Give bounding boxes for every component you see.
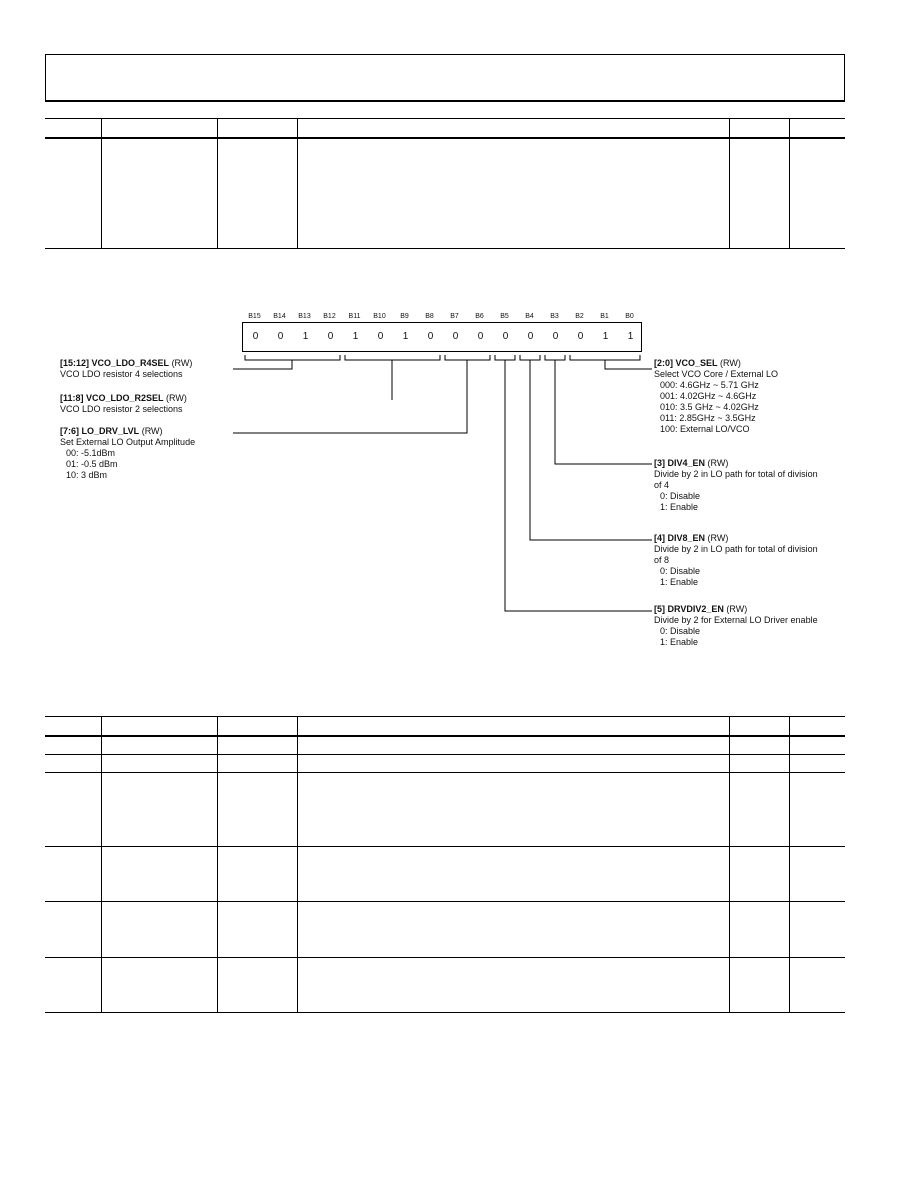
field-title: [11:8] VCO_LDO_R2SEL	[60, 393, 164, 403]
bit-value: 0	[502, 331, 509, 342]
bit-label: B6	[475, 313, 484, 320]
field-option: 00: -5.1dBm	[66, 448, 116, 458]
table-row	[45, 736, 845, 754]
bit-value: 1	[602, 331, 609, 342]
field-vco-ldo-r4sel	[60, 358, 192, 380]
bit-label: B2	[575, 313, 584, 320]
bit-label: B10	[373, 313, 386, 320]
field-option: 01: -0.5 dBm	[66, 459, 118, 469]
field-description: VCO LDO resistor 4 selections	[60, 369, 183, 379]
table-header-row	[45, 119, 845, 139]
field-access: (RW)	[720, 358, 741, 368]
bit-label: B5	[500, 313, 509, 320]
field-option: 001: 4.02GHz ~ 4.6GHz	[660, 391, 757, 401]
bit-value: 0	[477, 331, 484, 342]
field-option: 10: 3 dBm	[66, 470, 108, 480]
table-row	[45, 138, 845, 248]
bit-label: B12	[323, 313, 336, 320]
field-description: Divide by 2 in LO path for total of division	[654, 469, 818, 479]
field-option: 000: 4.6GHz ~ 5.71 GHz	[660, 380, 759, 390]
field-access: (RW)	[726, 604, 748, 614]
bit-value: 1	[302, 331, 309, 342]
field-option: 0: Disable	[660, 626, 701, 636]
field-access: (RW)	[171, 358, 193, 368]
field-description: Divide by 2 in LO path for total of division	[654, 544, 818, 554]
field-access: (RW)	[707, 458, 729, 468]
field-vco-ldo-r2sel	[60, 393, 187, 415]
field-option: 1: Enable	[660, 577, 699, 587]
field-access: (RW)	[141, 426, 163, 436]
field-description: Select VCO Core / External LO	[654, 369, 779, 379]
field-title: [4] DIV8_EN	[654, 533, 706, 543]
bit-value: 0	[277, 331, 284, 342]
table-row	[45, 772, 845, 846]
bit-label: B14	[273, 313, 286, 320]
field-vco-sel	[654, 358, 778, 435]
field-option: 1: Enable	[660, 637, 699, 647]
bit-value-box	[242, 322, 642, 352]
field-title: [5] DRVDIV2_EN	[654, 604, 724, 614]
bit-label: B3	[550, 313, 559, 320]
field-description: VCO LDO resistor 2 selections	[60, 404, 183, 414]
field-option: 011: 2.85GHz ~ 3.5GHz	[660, 413, 756, 423]
field-description: Set External LO Output Amplitude	[60, 437, 196, 447]
bit-value: 1	[352, 331, 359, 342]
field-title: [3] DIV4_EN	[654, 458, 706, 468]
bit-value: 0	[252, 331, 259, 342]
field-lo-drv-lvl	[60, 426, 195, 481]
bit-value: 1	[402, 331, 409, 342]
table-row	[45, 901, 845, 957]
field-description: of 8	[654, 555, 670, 565]
field-access: (RW)	[166, 393, 187, 403]
bit-value: 1	[627, 331, 634, 342]
bit-label: B0	[625, 313, 634, 320]
bit-label: B7	[450, 313, 459, 320]
bit-label: B4	[525, 313, 534, 320]
page-header-box	[45, 54, 845, 102]
table-row	[45, 754, 845, 772]
field-access: (RW)	[707, 533, 729, 543]
field-option: 010: 3.5 GHz ~ 4.02GHz	[660, 402, 759, 412]
field-description: of 4	[654, 480, 670, 490]
field-option: 100: External LO/VCO	[660, 424, 750, 434]
bit-label: B8	[425, 313, 434, 320]
field-drvdiv2-en	[654, 604, 818, 648]
bit-value: 0	[377, 331, 384, 342]
bit-value: 0	[577, 331, 584, 342]
bit-label: B9	[400, 313, 409, 320]
bit-label: B1	[600, 313, 609, 320]
bit-value: 0	[427, 331, 434, 342]
field-title: [15:12] VCO_LDO_R4SEL	[60, 358, 170, 368]
bit-value: 0	[327, 331, 334, 342]
field-title: [7:6] LO_DRV_LVL	[60, 426, 140, 436]
bit-value: 0	[527, 331, 534, 342]
field-option: 1: Enable	[660, 502, 699, 512]
field-option: 0: Disable	[660, 491, 701, 501]
bit-label: B13	[298, 313, 311, 320]
register-table-top	[45, 118, 845, 249]
table-header-row	[45, 717, 845, 737]
bit-value: 0	[452, 331, 459, 342]
field-option: 0: Disable	[660, 566, 701, 576]
field-description: Divide by 2 for External LO Driver enable	[654, 615, 818, 625]
bit-label: B15	[248, 313, 261, 320]
bit-value: 0	[552, 331, 559, 342]
field-title: [2:0] VCO_SEL	[654, 358, 718, 368]
field-div4-en	[654, 458, 818, 513]
register-table-bottom	[45, 716, 845, 1013]
field-div8-en	[654, 533, 818, 588]
bit-label: B11	[348, 313, 361, 320]
table-row	[45, 846, 845, 901]
table-row	[45, 957, 845, 1012]
